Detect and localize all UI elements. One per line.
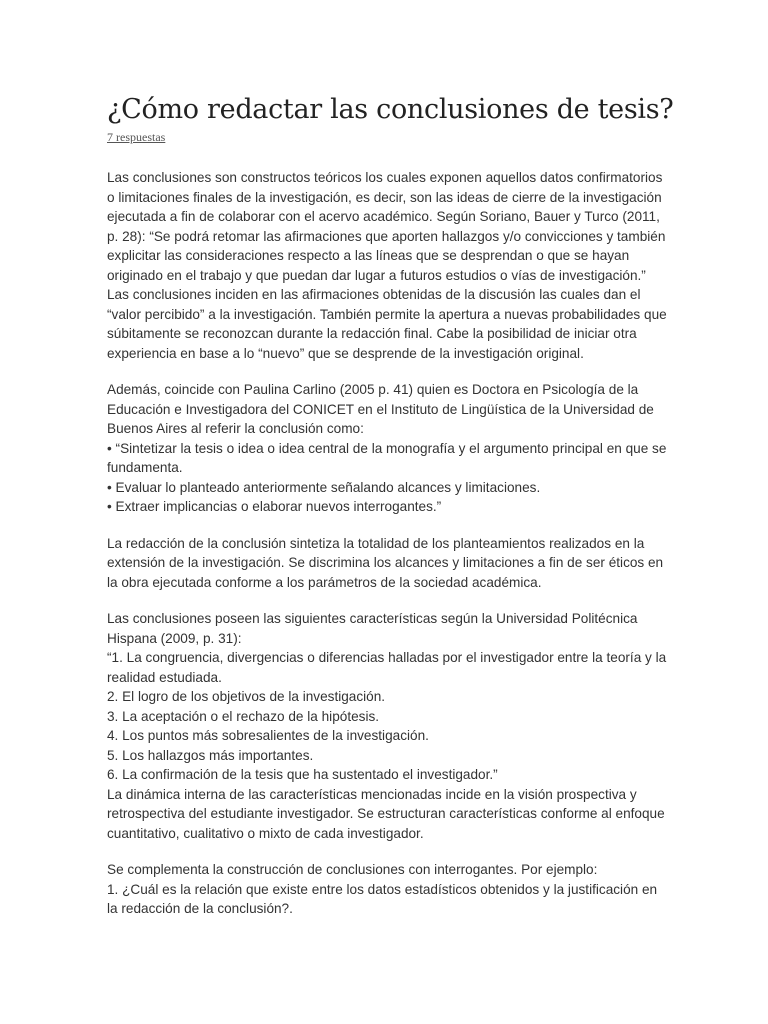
paragraph-line: Las conclusiones poseen las siguientes características según la Universidad Politécnica Hispana (2009, p. 31): [107, 611, 638, 646]
list-item: 5. Los hallazgos más importantes. [107, 747, 314, 763]
article-body [107, 168, 667, 919]
paragraph-line: Se complementa la construcción de conclusiones con interrogantes. Por ejemplo: [107, 862, 598, 877]
bullet-item: • Evaluar lo planteado anteriormente señalando alcances y limitaciones. [107, 479, 541, 495]
list-item: 6. La confirmación de la tesis que ha sustentado el investigador.” [107, 767, 498, 782]
list-item: 1. ¿Cuál es la relación que existe entre los datos estadísticos obtenidos y la justificación en la redacción de la conclusión?. [107, 881, 658, 916]
paragraph-2 [107, 380, 667, 517]
paragraph-line: La redacción de la conclusión sintetiza la totalidad de los planteamientos realizados en la extensión de la investigación. Se discrimina los alcances y limitaciones a fin de ser éticos en la obra ejecutada conforme a los parámetros de la sociedad académica. [107, 535, 664, 590]
list-item: “1. La congruencia, divergencias o diferencias halladas por el investigador entre la teoría y la realidad estudiada. [107, 650, 667, 685]
replies-link[interactable]: 7 respuestas [107, 130, 166, 144]
list-item: 2. El logro de los objetivos de la investigación. [107, 689, 386, 704]
paragraph-4 [107, 609, 667, 843]
paragraph-3 [107, 534, 667, 593]
paragraph-1 [107, 168, 667, 363]
bullet-item: • “Sintetizar la tesis o idea o idea central de la monografía y el argumento principal en que se fundamenta. [107, 440, 667, 475]
paragraph-line: La dinámica interna de las características mencionadas incide en la visión prospectiva y retrospectiva del estudiante investigador. Se estructuran características conforme al enfoque cuantitativo, cualitativo o mixto de cada investigador. [107, 786, 665, 841]
list-item: 4. Los puntos más sobresalientes de la investigación. [107, 728, 429, 743]
article [107, 92, 674, 936]
list-item: 3. La aceptación o el rechazo de la hipótesis. [107, 708, 380, 724]
page-title: ¿Cómo redactar las conclusiones de tesis? [107, 94, 674, 125]
paragraph-line: Además, coincide con Paulina Carlino (2005 p. 41) quien es Doctora en Psicología de la Educación e Investigadora del CONICET en el Instituto de Lingüística de la Universidad de Buenos Aires al referir la conclusión como: [107, 382, 654, 436]
paragraph-5 [107, 860, 667, 919]
paragraph-line: Las conclusiones son constructos teóricos los cuales exponen aquellos datos confirmatorios o limitaciones finales de la investigación, es decir, son las ideas de cierre de la investigación ejecutada a fin de colaborar con el acervo académico. Según Soriano, Bauer y Turco (2011, p. 28): “Se podrá retomar las afirmaciones que aporten hallazgos y/o convicciones y también explicitar las consideraciones respecto a las líneas que se desprendan o que se hayan originado en el trabajo y que puedan dar lugar a futuros estudios o vías de investigación.” Las conclusiones inciden en las afirmaciones obtenidas de la discusión las cuales dan el “valor percibido” a la investigación. También permite la apertura a nuevas probabilidades que súbitamente se reconozcan durante la redacción final. Cabe la posibilidad de iniciar otra experiencia en base a lo “nuevo” que se desprende de la investigación original. [107, 170, 667, 361]
bullet-item: • Extraer implicancias o elaborar nuevos interrogantes.” [107, 499, 442, 514]
